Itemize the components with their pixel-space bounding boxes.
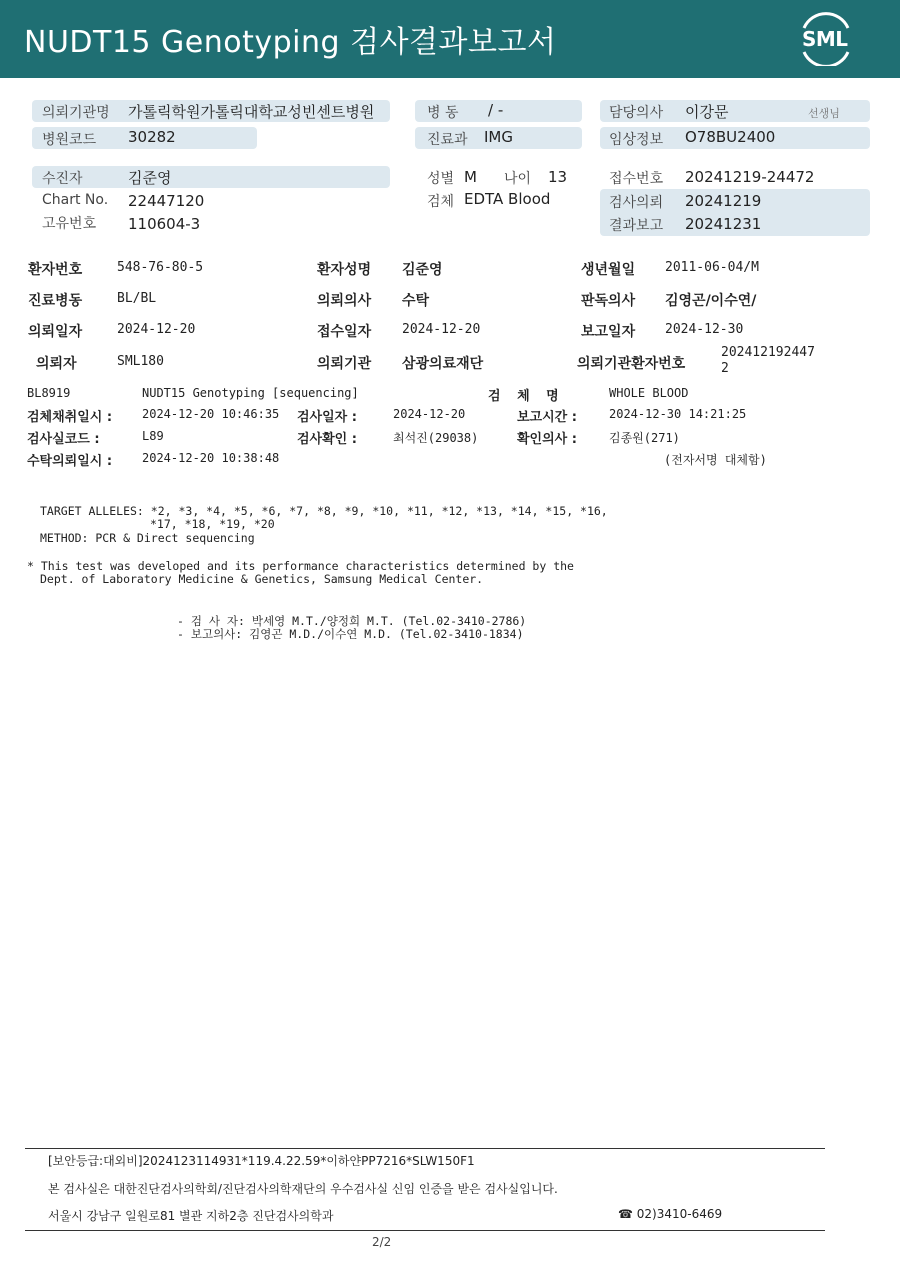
consign-value: 2024-12-20 10:38:48: [142, 451, 280, 465]
req-date-value: 20241219: [685, 192, 762, 210]
report-date-label-2: 보고일자: [581, 324, 636, 340]
report-time-value: 2024-12-30 14:21:25: [609, 407, 747, 421]
doctor-label: 담당의사: [609, 105, 664, 121]
specimen-value: EDTA Blood: [464, 190, 551, 208]
report-date-label: 결과보고: [609, 218, 664, 234]
receipt-date-label: 접수일자: [317, 324, 372, 340]
chart-label: Chart No.: [42, 192, 109, 208]
age-value: 13: [548, 168, 568, 186]
footer-divider-bottom: [25, 1230, 825, 1231]
requester-value: SML180: [117, 354, 164, 369]
note-line-2: Dept. of Laboratory Medicine & Genetics, Samsung Medical Center.: [40, 572, 484, 586]
sml-logo: [796, 12, 856, 66]
req-org-value-2: 삼광의료재단: [402, 356, 484, 372]
exam-date-label: 검사일자 :: [297, 410, 357, 425]
specimen-label: 검체: [427, 194, 455, 210]
test-code: BL8919: [27, 386, 71, 400]
dept-value: IMG: [484, 128, 513, 146]
receipt-value: 20241219-24472: [685, 168, 815, 186]
requester-label: 의뢰자: [36, 356, 77, 372]
specimen-name-value: WHOLE BLOOD: [609, 386, 689, 400]
sex-label: 성별: [427, 171, 455, 187]
doctor-value: 이강문: [685, 103, 729, 121]
specimen-name-label: 검 체 명: [488, 389, 565, 404]
dept-label: 진료과: [427, 132, 468, 148]
org-patient-no-value-cont: 2: [721, 361, 729, 376]
receipt-date-value: 2024-12-20: [402, 322, 481, 337]
birth-value: 2011-06-04/M: [665, 260, 759, 275]
doctor-suffix: 선생님: [808, 107, 840, 120]
ward-label-2: 진료병동: [28, 293, 83, 309]
patient-no-label: 환자번호: [28, 262, 83, 278]
confirm-label: 검사확인 :: [297, 432, 357, 447]
page-number: 2/2: [372, 1235, 392, 1249]
req-org-value: 가톨릭학원가톨릭대학교성빈센트병원: [128, 103, 375, 121]
signer-doctor: - 보고의사: 김영곤 M.D./이수연 M.D. (Tel.02-3410-1834): [177, 627, 524, 641]
clinical-value: O78BU2400: [685, 128, 776, 146]
exam-date-value: 2024-12-20: [393, 407, 466, 421]
hosp-code-value: 30282: [128, 128, 176, 146]
ward-value-2: BL/BL: [117, 291, 157, 306]
req-doctor-label: 의뢰의사: [317, 293, 372, 309]
patient-name-label: 환자성명: [317, 262, 372, 278]
lab-code-label: 검사실코드 :: [27, 432, 100, 447]
esign-note: (전자서명 대체함): [664, 453, 767, 467]
patient-name-value: 김준영: [402, 262, 443, 278]
hosp-code-label: 병원코드: [42, 132, 97, 148]
req-date-value-2: 2024-12-20: [117, 322, 196, 337]
certification-line: 본 검사실은 대한진단검사의학회/진단검사의학재단의 우수검사실 신임 인증을 받은 검사실입니다.: [48, 1182, 558, 1196]
test-name: NUDT15 Genotyping [sequencing]: [142, 386, 359, 400]
patient-label: 수진자: [42, 171, 83, 187]
sex-value: M: [464, 168, 477, 186]
report-title: NUDT15 Genotyping 검사결과보고서: [24, 25, 557, 60]
req-date-label: 검사의뢰: [609, 195, 664, 211]
patient-bar: [32, 166, 390, 188]
ward-value: / -: [488, 101, 504, 119]
collect-value: 2024-12-20 10:46:35: [142, 407, 280, 421]
patient-no-value: 548-76-80-5: [117, 260, 204, 275]
req-org-label-2: 의뢰기관: [317, 356, 372, 372]
unique-label: 고유번호: [42, 216, 97, 232]
lab-code-value: L89: [142, 429, 164, 443]
collect-label: 검체채취일시 :: [27, 410, 113, 425]
signer-tester: - 검 사 자: 박세영 M.T./양정희 M.T. (Tel.02-3410-2786): [177, 614, 527, 628]
clinical-label: 임상정보: [609, 132, 664, 148]
logo-text: SML: [802, 27, 848, 51]
footer-divider-top: [25, 1148, 825, 1149]
age-label: 나이: [504, 171, 532, 187]
address-line: 서울시 강남구 일원로81 별관 지하2층 진단검사의학과: [48, 1209, 334, 1223]
note-line-1: * This test was developed and its performance characteristics determined by the: [27, 559, 574, 573]
target-alleles-cont: *17, *18, *19, *20: [150, 517, 275, 531]
chart-value: 22447120: [128, 192, 205, 210]
req-org-label: 의뢰기관명: [42, 105, 110, 121]
target-alleles: TARGET ALLELES: *2, *3, *4, *5, *6, *7, *8, *9, *10, *11, *12, *13, *14, *15, *16,: [40, 504, 608, 518]
security-line: [보안등급:대외비]2024123114931*119.4.22.59*이하얀PP7216*SLW150F1: [48, 1154, 475, 1168]
reading-doctor-value: 김영곤/이수연/: [665, 293, 757, 309]
consign-label: 수탁의뢰일시 :: [27, 454, 113, 469]
verify-label: 확인의사 :: [517, 432, 577, 447]
req-doctor-value: 수탁: [402, 293, 430, 309]
report-header: [0, 0, 900, 78]
org-patient-no-label: 의뢰기관환자번호: [577, 356, 686, 372]
method: METHOD: PCR & Direct sequencing: [40, 531, 255, 545]
org-patient-no-value: 202412192447: [721, 345, 815, 360]
report-date-value-2: 2024-12-30: [665, 322, 744, 337]
verify-value: 김종원(271): [609, 431, 680, 445]
ward-label: 병 동: [427, 105, 459, 121]
unique-value: 110604-3: [128, 215, 201, 233]
birth-label: 생년월일: [581, 262, 636, 278]
reading-doctor-label: 판독의사: [581, 293, 636, 309]
phone-line: ☎ 02)3410-6469: [618, 1207, 723, 1221]
patient-value: 김준영: [128, 169, 172, 187]
req-date-label-2: 의뢰일자: [28, 324, 83, 340]
report-date-value: 20241231: [685, 215, 762, 233]
report-time-label: 보고시간 :: [517, 410, 577, 425]
receipt-label: 접수번호: [609, 171, 664, 187]
confirm-value: 최석진(29038): [393, 431, 479, 445]
